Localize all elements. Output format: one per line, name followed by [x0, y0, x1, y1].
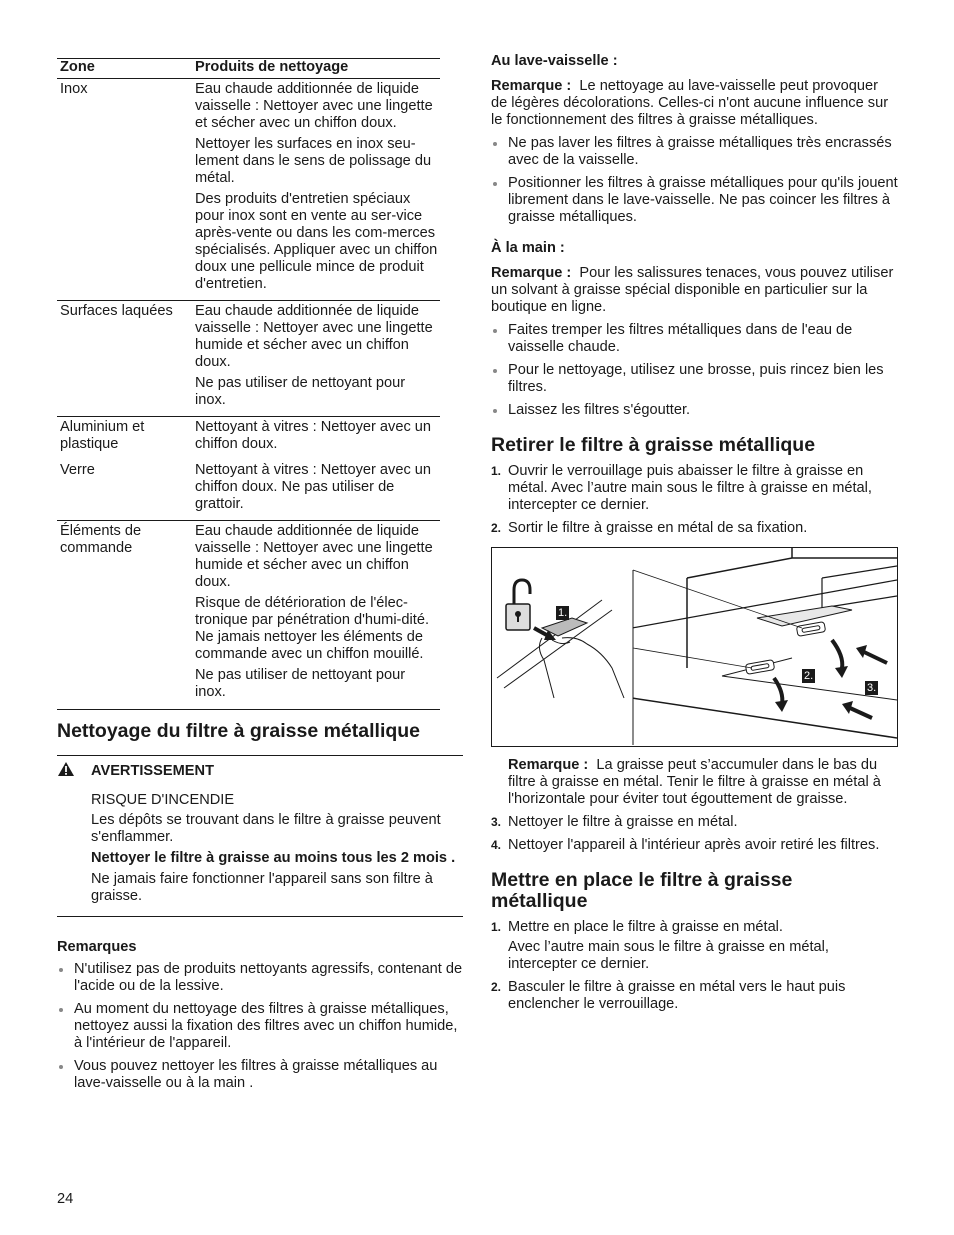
- list-item: Vous pouvez nettoyer les filtres à graisse métalliques au lave-vaisselle ou à la main .: [57, 1058, 463, 1092]
- table-cell-products: [192, 521, 440, 710]
- section-title: Nettoyage du filtre à graisse métallique: [57, 720, 421, 742]
- table-paragraph: Nettoyer les surfaces en inox seu-lement dans le sens de polissage du métal.: [195, 136, 432, 186]
- step-text: Nettoyer l'appareil à l'intérieur après avoir retiré les filtres.: [508, 837, 880, 853]
- figure-label: 3.: [867, 682, 877, 694]
- byhand-list: [491, 322, 898, 419]
- note-text: Le nettoyage au lave-vaisselle peut provoquer de légères décolorations. Celles-ci n'ont aucune influence sur le fonctionnement des filtres à graisse métalliques.: [491, 78, 889, 128]
- dishwasher-title: Au lave-vaisselle :: [491, 53, 618, 69]
- step-number: 1.: [491, 464, 502, 478]
- list-item: [491, 919, 898, 973]
- table-paragraph: Eau chaude additionnée de liquide vaisselle : Nettoyer avec une lingette et sécher avec un chiffon doux.: [195, 81, 433, 131]
- list-item: Au moment du nettoyage des filtres à graisse métalliques, nettoyez aussi la fixation des filtres avec un chiffon humide, à l'intérieur de l'appareil.: [57, 1001, 463, 1052]
- table-row: [57, 460, 440, 521]
- warning-text-bold: Nettoyer le filtre à graisse au moins tous les 2 mois .: [91, 850, 456, 866]
- table-cell-zone: Verre: [60, 462, 95, 478]
- table-paragraph: Des produits d'entretien spéciaux pour inox sont en vente au ser-vice après-vente ou dans les com-merces spécialisés. Appliquer avec un chiffon doux une pellicule mince de produit d'entretien.: [195, 191, 438, 292]
- table-cell-products: [192, 460, 440, 521]
- dishwasher-note: [491, 78, 898, 129]
- remarks-title: Remarques: [57, 939, 137, 955]
- warning-text: Ne jamais faire fonctionner l'appareil sans son filtre à graisse.: [91, 871, 433, 904]
- step-text: Mettre en place le filtre à graisse en métal.: [508, 919, 783, 935]
- table-paragraph: Nettoyant à vitres : Nettoyer avec un chiffon doux. Ne pas utiliser de grattoir.: [195, 462, 432, 512]
- table-paragraph: Risque de détérioration de l'élec-tronique par pénétration d'humi-dité. Ne jamais nettoyer les éléments de commande avec un chiffon mouillé.: [195, 595, 429, 662]
- byhand-note: [491, 265, 898, 316]
- warning-text: Les dépôts se trouvant dans le filtre à graisse peuvent s'enflammer.: [91, 812, 441, 845]
- table-cell-products: [192, 79, 440, 301]
- warning-label: AVERTISSEMENT: [91, 762, 214, 779]
- table-row: [57, 79, 440, 301]
- table-cell-products: [192, 301, 440, 417]
- list-item: Ne pas laver les filtres à graisse métalliques très encrassés avec de la vaisselle.: [491, 135, 898, 169]
- table-header-products: Produits de nettoyage: [192, 59, 440, 79]
- page-number: 24: [57, 1191, 74, 1207]
- remarks-list: [57, 961, 463, 1092]
- step-number: 4.: [491, 838, 502, 852]
- note-label: Remarque :: [508, 757, 589, 773]
- note-text: La graisse peut s’accumuler dans le bas du filtre à graisse en métal. Tenir le filtre à graisse en métal à l'horizontale pour éviter tout égouttement de graisse.: [508, 757, 881, 807]
- step-text: Sortir le filtre à graisse en métal de sa fixation.: [508, 520, 808, 536]
- table-paragraph: Ne pas utiliser de nettoyant pour inox.: [195, 667, 406, 700]
- step-text: Basculer le filtre à graisse en métal vers le haut puis enclencher le verrouillage.: [508, 979, 846, 1012]
- step-number: 1.: [491, 920, 502, 934]
- note-label: Remarque :: [491, 78, 572, 94]
- cleaning-table: [57, 58, 440, 710]
- step-text: Nettoyer le filtre à graisse en métal.: [508, 814, 738, 830]
- list-item: Faites tremper les filtres métalliques dans de l'eau de vaisselle chaude.: [491, 322, 898, 356]
- warning-triangle-icon: [57, 761, 79, 781]
- step-extra-text: Avec l’autre main sous le filtre à graisse en métal, intercepter ce dernier.: [508, 939, 829, 972]
- section-title: Mettre en place le filtre à graisse métallique: [491, 869, 793, 912]
- table-cell-zone: Inox: [60, 81, 88, 97]
- table-cell-products: [192, 417, 440, 461]
- table-row: [57, 301, 440, 417]
- warning-header: [57, 761, 463, 781]
- table-row: [57, 521, 440, 710]
- remove-note: [491, 757, 898, 808]
- table-paragraph: Eau chaude additionnée de liquide vaisselle : Nettoyer avec une lingette humide et sécher avec un chiffon doux.: [195, 303, 433, 370]
- table-paragraph: Eau chaude additionnée de liquide vaisselle : Nettoyer avec une lingette humide et sécher avec un chiffon doux.: [195, 523, 433, 590]
- warning-box: [57, 755, 463, 917]
- right-column: [491, 50, 898, 1019]
- table-cell-zone: Aluminium et plastique: [57, 417, 192, 461]
- figure-label: 2.: [804, 670, 814, 682]
- step-text: Ouvrir le verrouillage puis abaisser le filtre à graisse en métal. Avec l’autre main sous le filtre à graisse en métal, intercepter ce dernier.: [508, 463, 872, 513]
- section-title: Retirer le filtre à graisse métallique: [491, 434, 816, 456]
- table-paragraph: Ne pas utiliser de nettoyant pour inox.: [195, 375, 406, 408]
- list-item: [491, 837, 898, 854]
- table-cell-zone: Éléments de commande: [57, 521, 192, 710]
- list-item: N'utilisez pas de produits nettoyants agressifs, contenant de l'acide ou de la lessive.: [57, 961, 463, 995]
- byhand-title: À la main :: [491, 240, 565, 256]
- list-item: Pour le nettoyage, utilisez une brosse, puis rincez bien les filtres.: [491, 362, 898, 396]
- table-header-zone: Zone: [57, 59, 192, 79]
- list-item: Positionner les filtres à graisse métalliques pour qu'ils jouent librement dans le lave-vaisselle. Ne pas coincer les filtres à graisse métalliques.: [491, 175, 898, 226]
- illustration-drawing: [492, 548, 897, 746]
- warning-body: [57, 792, 463, 905]
- table-header-row: [57, 59, 440, 79]
- list-item: [491, 979, 898, 1013]
- step-number: 2.: [491, 980, 502, 994]
- note-label: Remarque :: [491, 265, 572, 281]
- table-cell-zone: Surfaces laquées: [57, 301, 192, 417]
- list-item: Laissez les filtres s'égoutter.: [491, 402, 898, 419]
- list-item: [491, 520, 898, 537]
- figure-label: 1.: [558, 607, 568, 619]
- warning-risk: RISQUE D'INCENDIE: [91, 792, 235, 808]
- list-item: [491, 814, 898, 831]
- table-paragraph: Nettoyant à vitres : Nettoyer avec un chiffon doux.: [195, 419, 432, 452]
- remove-steps: [491, 463, 898, 537]
- table-row: [57, 417, 440, 461]
- dishwasher-list: [491, 135, 898, 226]
- left-column: [57, 58, 463, 1098]
- step-number: 2.: [491, 521, 502, 535]
- note-text: Pour les salissures tenaces, vous pouvez utiliser un solvant à graisse spécial disponible en particulier sur la boutique en ligne.: [491, 265, 894, 315]
- install-steps: [491, 919, 898, 1013]
- list-item: [491, 463, 898, 514]
- filter-removal-illustration: [491, 547, 898, 747]
- remove-steps-cont: [491, 814, 898, 854]
- step-number: 3.: [491, 815, 502, 829]
